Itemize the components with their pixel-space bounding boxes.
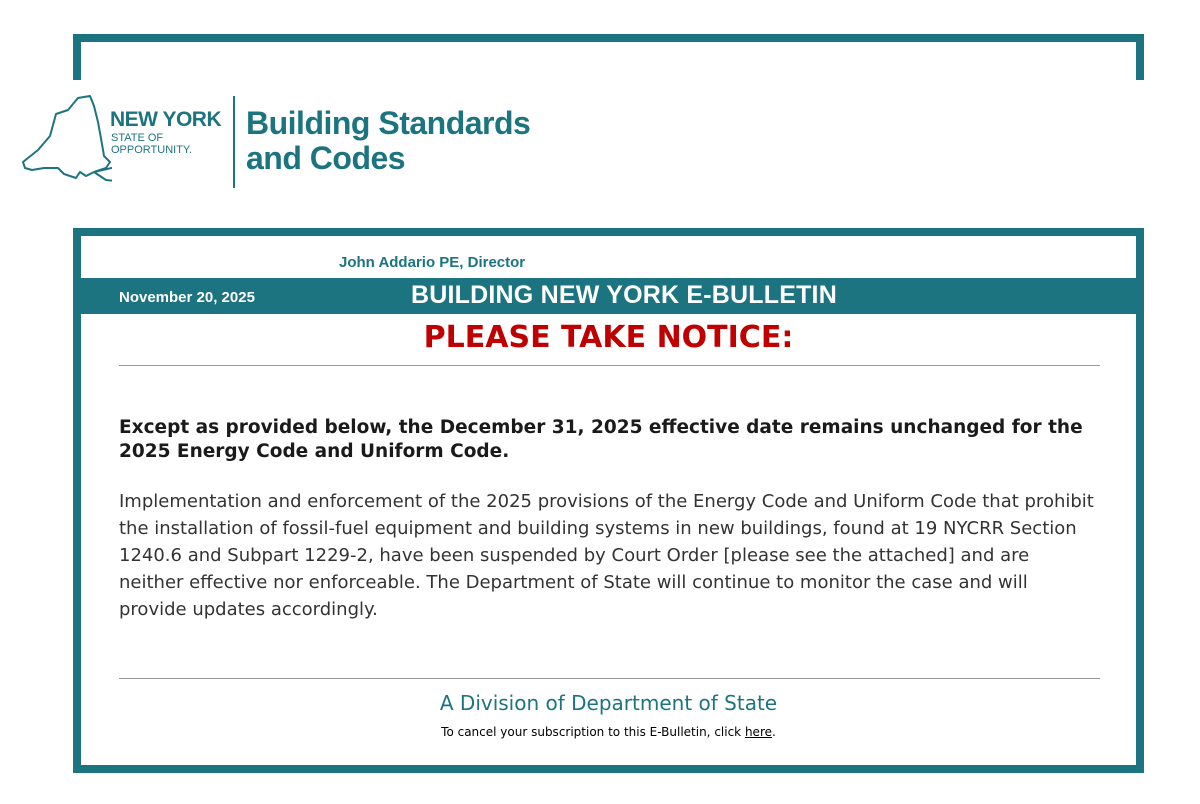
unsubscribe-suffix: .: [772, 725, 776, 739]
bulletin-date: November 20, 2025: [119, 289, 255, 306]
lead-paragraph: Except as provided below, the December 31, 2025 effective date remains unchanged for the 2025 Energy Code and Uniform Code.: [119, 417, 1083, 462]
logo-tagline-line1: STATE OF: [111, 132, 164, 144]
logo-division-title: [246, 106, 530, 176]
body-paragraph: Implementation and enforcement of the 2025 provisions of the Energy Code and Uniform Code that prohibit the installation of fossil-fuel equipment and building systems in new buildings, found at 19 NYCRR Section 1240.6 and Subpart 1229-2, have been suspended by Court Order [please see the attached] and are neither effective nor enforceable. The Department of State will continue to monitor the case and will provide updates accordingly.: [119, 491, 1094, 620]
logo-title-line2: and Codes: [246, 140, 406, 176]
bulletin-banner: [81, 278, 1136, 314]
footer-division: A Division of Department of State: [439, 691, 778, 715]
logo-divider: [233, 96, 235, 188]
divider-bottom: [119, 678, 1100, 679]
new-york-state-map-icon: [20, 92, 112, 192]
divider-top: [119, 365, 1100, 366]
bulletin-title: BUILDING NEW YORK E-BULLETIN: [411, 281, 837, 309]
logo-state-tagline: [111, 132, 192, 156]
logo-state-name: NEW YORK: [110, 108, 222, 131]
logo-tagline-line2: OPPORTUNITY.: [111, 144, 192, 156]
unsubscribe-line: [81, 725, 1136, 739]
e-bulletin-panel: [73, 228, 1144, 773]
top-frame-border: [73, 34, 1144, 80]
logo-title-line1: Building Standards: [246, 105, 531, 141]
unsubscribe-prefix: To cancel your subscription to this E-Bulletin, click: [441, 725, 745, 739]
nys-building-codes-logo: [20, 92, 560, 192]
unsubscribe-link[interactable]: here: [744, 725, 772, 739]
director-name: John Addario PE, Director: [339, 254, 526, 271]
notice-heading: PLEASE TAKE NOTICE:: [423, 320, 794, 355]
